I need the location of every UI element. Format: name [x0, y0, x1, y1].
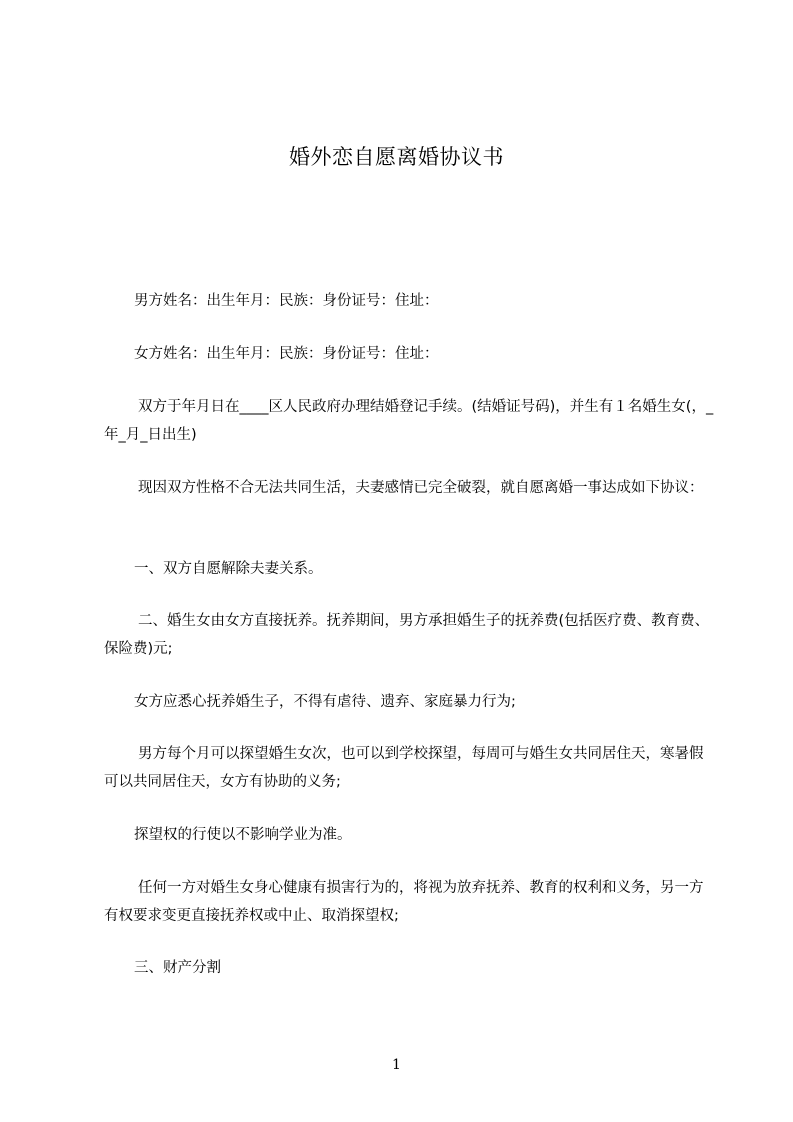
marriage-registration-paragraph: 双方于年月日在____区人民政府办理结婚登记手续。(结婚证号码)，并生有１名婚生女(，_年_月_日出生): [104, 399, 714, 443]
visitation-limit-paragraph: 探望权的行使以不影响学业为准。: [134, 827, 352, 843]
visitation-paragraph: 男方每个月可以探望婚生女次，也可以到学校探望，每周可与婚生女共同居住天，寒暑假可以共同居住天，女方有协助的义务;: [104, 746, 704, 790]
page-number: 1: [392, 1057, 401, 1073]
clause-one: 一、双方自愿解除夫妻关系。: [134, 561, 323, 577]
female-party-info: 女方姓名：出生年月：民族：身份证号：住址：: [134, 346, 439, 362]
clause-three-heading: 三、财产分割: [134, 960, 221, 976]
document-title: 婚外恋自愿离婚协议书: [289, 145, 504, 169]
male-party-info: 男方姓名：出生年月：民族：身份证号：住址：: [134, 293, 439, 309]
divorce-reason-paragraph: 现因双方性格不合无法共同生活，夫妻感情已完全破裂，就自愿离婚一事达成如下协议：: [138, 480, 704, 496]
custody-change-paragraph: 任何一方对婚生女身心健康有损害行为的，将视为放弃抚养、教育的权利和义务，另一方有权要求变更直接抚养权或中止、取消探望权;: [104, 880, 704, 924]
custody-duty-paragraph: 女方应悉心抚养婚生子，不得有虐待、遗弃、家庭暴力行为;: [134, 694, 516, 710]
clause-two: 二、婚生女由女方直接抚养。抚养期间，男方承担婚生子的抚养费(包括医疗费、教育费、保险费)元;: [104, 613, 710, 657]
